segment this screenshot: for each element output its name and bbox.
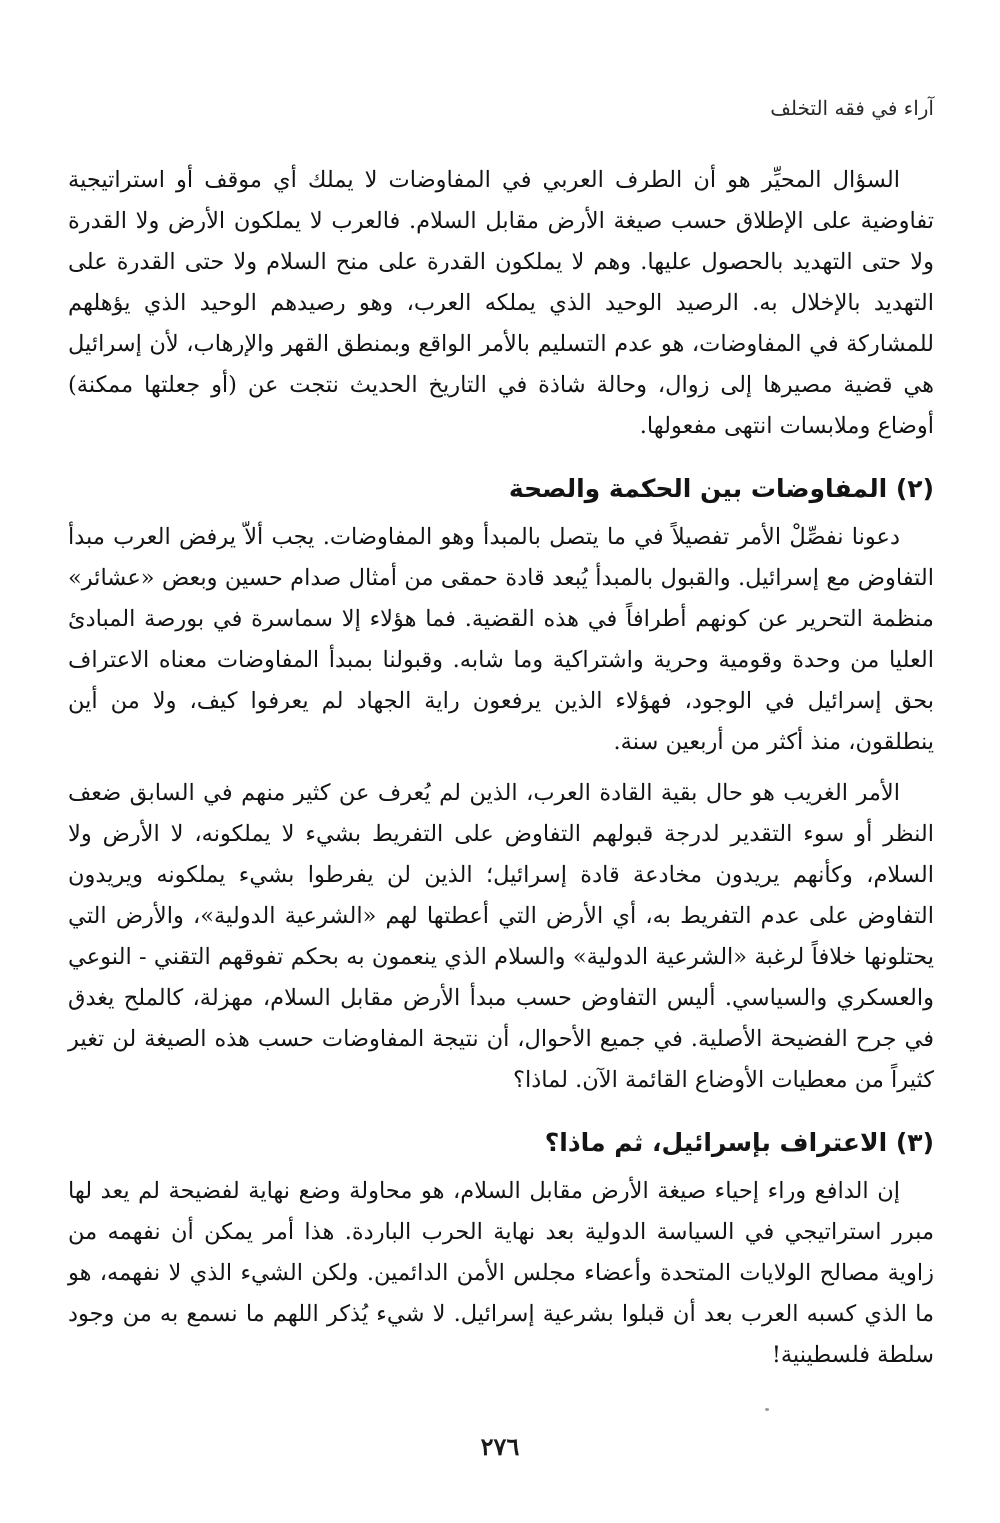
section-heading-2: (٢) المفاوضات بين الحكمة والصحة xyxy=(508,474,934,503)
paragraph-3: الأمر الغريب هو حال بقية القادة العرب، الذين لم يُعرف عن كثير منهم في السابق ضعف النظر أو سوء التقدير لدرجة قبولهم التفاوض على التفريط بشيء لا يملكونه، لا الأرض ولا السلام، وكأنهم يريدون مخادعة قادة إسرائيل؛ الذين لن يفرطوا بشيء يملكونه ويريدون التفاوض على عدم التفريط به، أي الأرض التي أعطتها لهم «الشرعية الدولية»، والأرض التي يحتلونها خلافاً لرغبة «الشرعية الدولية» والسلام الذي ينعمون به بحكم تفوقهم التقني - النوعي والعسكري والسياسي. أليس التفاوض حسب مبدأ الأرض مقابل السلام، مهزلة، كالملح يغدق في جرح الفضيحة الأصلية. في جميع الأحوال، أن نتيجة المفاوضات حسب هذه الصيغة لن تغير كثيراً من معطيات الأوضاع القائمة الآن. لماذا؟ xyxy=(68,780,934,1093)
page-body xyxy=(68,160,934,1376)
scan-speck xyxy=(765,1408,769,1411)
paragraph-4: إن الدافع وراء إحياء صيغة الأرض مقابل السلام، هو محاولة وضع نهاية لفضيحة لم يعد لها مبرر استراتيجي في السياسة الدولية بعد نهاية الحرب الباردة. هذا أمر يمكن أن نفهمه من زاوية مصالح الولايات المتحدة وأعضاء مجلس الأمن الدائمين. ولكن الشيء الذي لا نفهمه، هو ما الذي كسبه العرب بعد أن قبلوا بشرعية إسرائيل. لا شيء يُذكر اللهم ما نسمع به من وجود سلطة فلسطينية! xyxy=(68,1178,934,1368)
section-heading-3: (٣) الاعتراف بإسرائيل، ثم ماذا؟ xyxy=(544,1128,934,1157)
paragraph-1: السؤال المحيِّر هو أن الطرف العربي في المفاوضات لا يملك أي موقف أو استراتيجية تفاوضية على الإطلاق حسب صيغة الأرض مقابل السلام. فالعرب لا يملكون الأرض ولا القدرة ولا حتى التهديد بالحصول عليها. وهم لا يملكون القدرة على منح السلام ولا حتى القدرة على التهديد بالإخلال به. الرصيد الوحيد الذي يملكه العرب، وهو رصيدهم الوحيد الذي يؤهلهم للمشاركة في المفاوضات، هو عدم التسليم بالأمر الواقع وبمنطق القهر والإرهاب، لأن إسرائيل هي قضية مصيرها إلى زوال، وحالة شاذة في التاريخ الحديث نتجت عن (أو جعلتها ممكنة) أوضاع وملابسات انتهى مفعولها. xyxy=(68,167,934,439)
paragraph-2: دعونا نفصِّلْ الأمر تفصيلاً في ما يتصل بالمبدأ وهو المفاوضات. يجب ألاّ يرفض العرب مبدأ التفاوض مع إسرائيل. والقبول بالمبدأ يُبعد قادة حمقى من أمثال صدام حسين وبعض «عشائر» منظمة التحرير عن كونهم أطرافاً في هذه القضية. فما هؤلاء إلا سماسرة في بورصة المبادئ العليا من وحدة وقومية وحرية واشتراكية وما شابه. وقبولنا بمبدأ المفاوضات معناه الاعتراف بحق إسرائيل في الوجود، فهؤلاء الذين يرفعون راية الجهاد لم يعرفوا كيف، ولا من أين ينطلقون، منذ أكثر من أربعين سنة. xyxy=(68,524,934,755)
page-number: ٢٧٦ xyxy=(480,1432,520,1461)
running-header: آراء في فقه التخلف xyxy=(770,96,934,120)
